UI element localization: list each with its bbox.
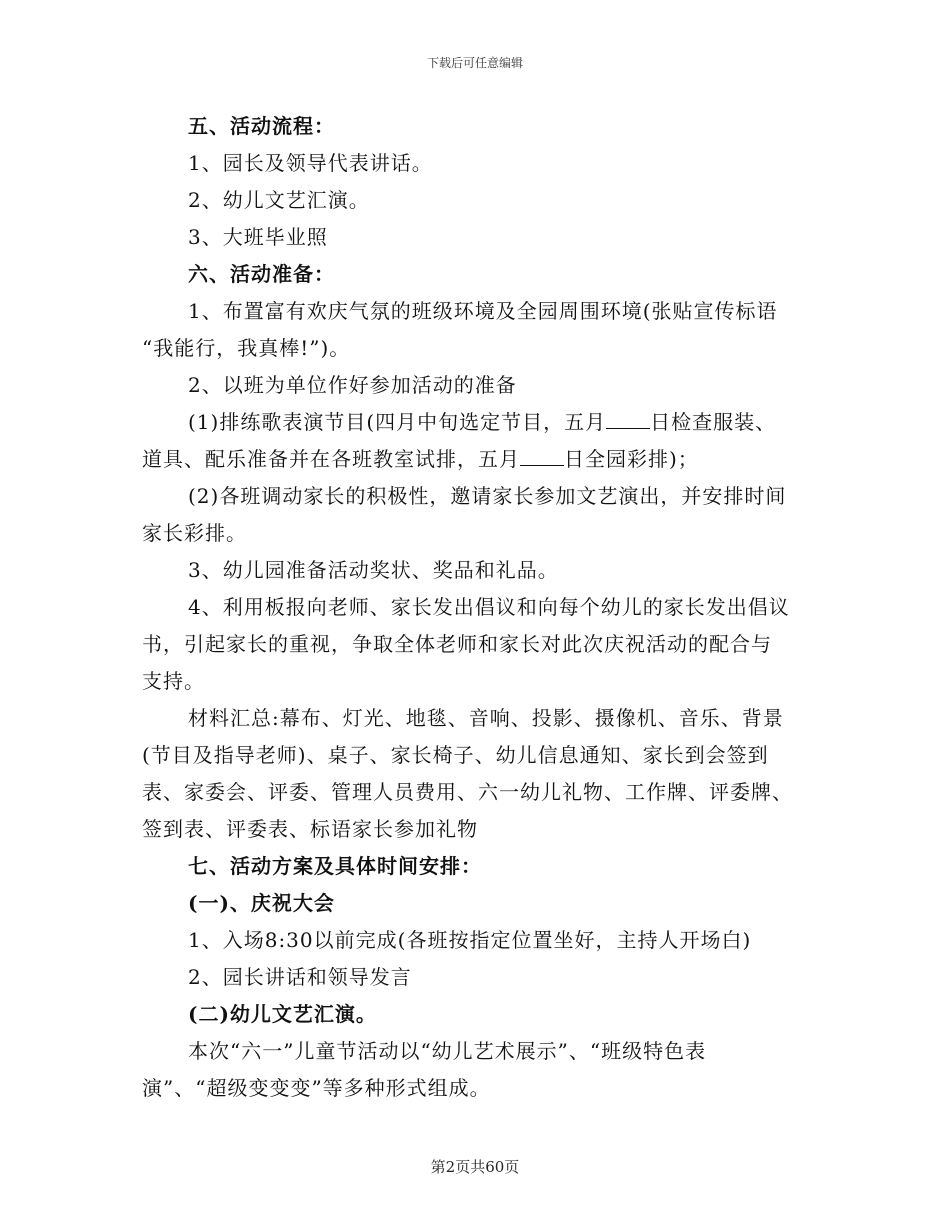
paragraph-line	[142, 404, 810, 441]
paragraph-line: 本次“六一”儿童节活动以“幼儿艺术展示”、“班级特色表	[188, 1039, 707, 1063]
paragraph-line: 表、家委会、评委、管理人员费用、六一幼儿礼物、工作牌、评委牌、	[142, 780, 793, 804]
subsection-heading-performance: (二)幼儿文艺汇演。	[188, 1002, 377, 1026]
paragraph-line: 支持。	[142, 669, 205, 693]
paragraph-line: 3、大班毕业照	[188, 225, 328, 249]
paragraph-line: (2)各班调动家长的积极性，邀请家长参加文艺演出，并安排时间	[188, 484, 787, 508]
section-heading-schedule: 七、活动方案及具体时间安排：	[188, 854, 482, 878]
section-heading-preparation: 六、活动准备：	[188, 262, 335, 286]
paragraph-line: “我能行，我真棒!”)。	[142, 336, 351, 360]
paragraph-line: 演”、“超级变变变”等多种形式组成。	[142, 1076, 491, 1100]
text-segment: 日检查服装、	[650, 410, 777, 434]
paragraph-line: 材料汇总:幕布、灯光、地毯、音响、投影、摄像机、音乐、背景	[188, 706, 784, 730]
text-segment: 道具、配乐准备并在各班教室试排，五月	[142, 447, 520, 471]
paragraph-line: 2、幼儿文艺汇演。	[188, 188, 370, 212]
paragraph-line	[142, 441, 810, 478]
paragraph-line: 4、利用板报向老师、家长发出倡议和向每个幼儿的家长发出倡议	[188, 595, 790, 619]
paragraph-line: 1、布置富有欢庆气氛的班级环境及全园周围环境(张贴宣传标语	[188, 299, 778, 323]
paragraph-line: 签到表、评委表、标语家长参加礼物	[142, 817, 478, 841]
text-segment: 日全园彩排)；	[564, 447, 699, 471]
paragraph-line: 1、园长及领导代表讲话。	[188, 151, 433, 175]
paragraph-line: (节目及指导老师)、桌子、家长椅子、幼儿信息通知、家长到会签到	[142, 743, 769, 767]
page-header: 下载后可任意编辑	[426, 56, 523, 70]
paragraph-line: 家长彩排。	[142, 521, 247, 545]
page-footer: 第2页共60页	[430, 1158, 520, 1176]
paragraph-line: 2、以班为单位作好参加活动的准备	[188, 373, 517, 397]
text-segment: (1)排练歌表演节目(四月中旬选定节目，五月	[188, 410, 607, 434]
paragraph-line: 书，引起家长的重视，争取全体老师和家长对此次庆祝活动的配合与	[142, 632, 772, 656]
paragraph-line: 2、园长讲话和领导发言	[188, 965, 412, 989]
paragraph-line: 3、幼儿园准备活动奖状、奖品和礼品。	[188, 558, 559, 582]
subsection-heading-celebration: (一)、庆祝大会	[188, 891, 335, 915]
blank-underline	[520, 447, 564, 466]
document-body	[142, 108, 810, 1107]
paragraph-line: 1、入场8:30以前完成(各班按指定位置坐好，主持人开场白)	[188, 928, 752, 952]
blank-underline	[606, 410, 650, 429]
section-heading-process: 五、活动流程：	[188, 114, 335, 138]
